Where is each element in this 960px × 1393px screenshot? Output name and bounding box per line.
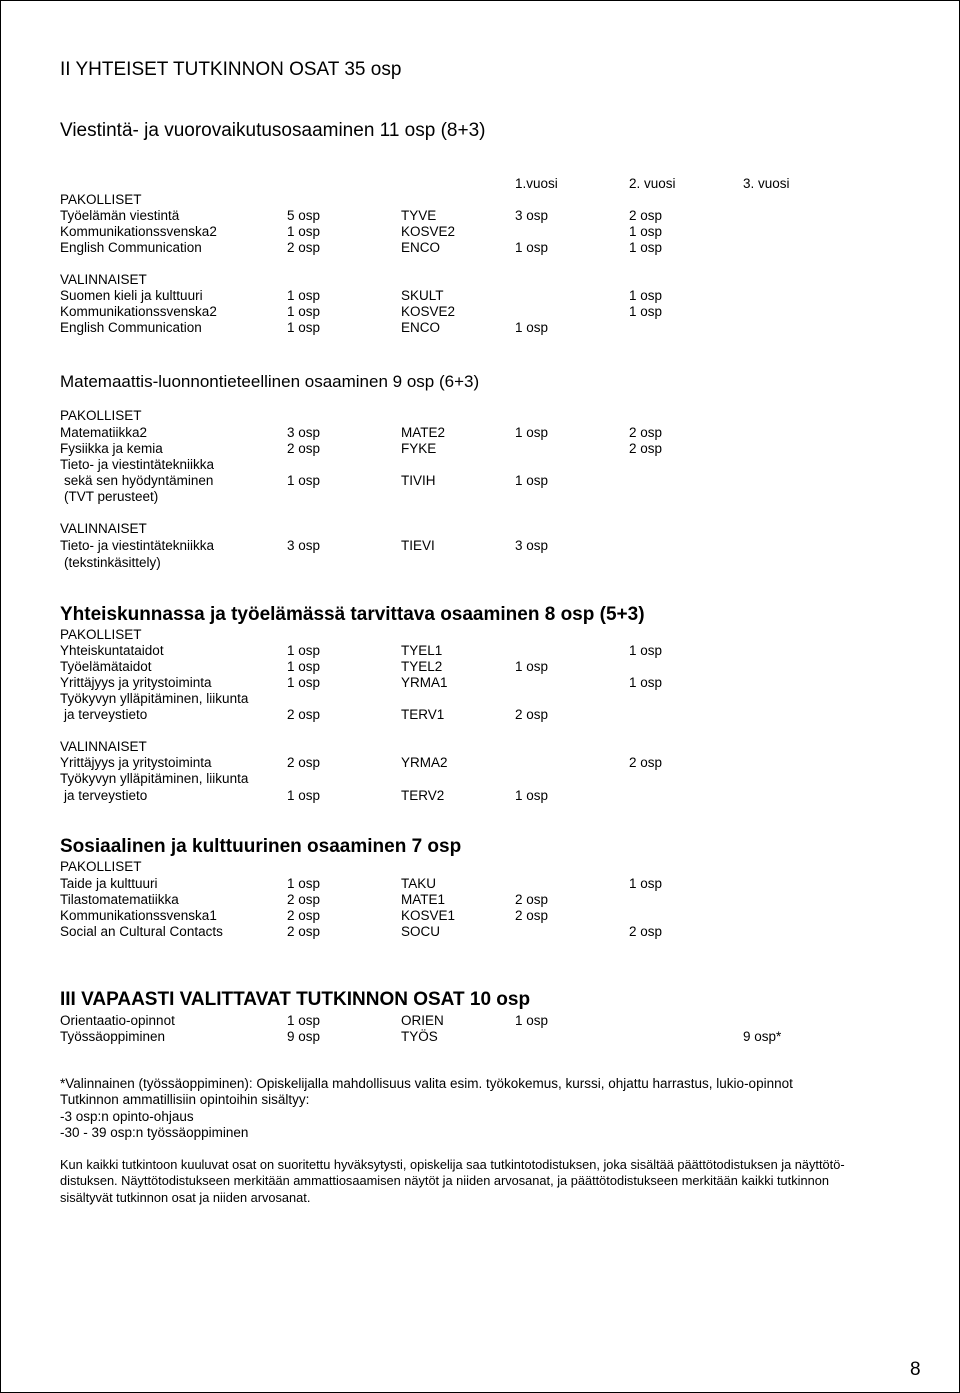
credits: 2 osp bbox=[287, 755, 321, 770]
course-code: TERV1 bbox=[401, 707, 445, 722]
course-name: (TVT perusteet) bbox=[64, 489, 159, 504]
course-code: TYEL2 bbox=[401, 659, 443, 674]
year1-credits: 2 osp bbox=[515, 892, 549, 907]
course-name: Työkyvyn ylläpitäminen, liikunta bbox=[60, 771, 249, 786]
group-label: PAKOLLISET bbox=[60, 627, 142, 642]
year2-credits: 1 osp bbox=[629, 224, 663, 239]
course-name: Kommunikationssvenska2 bbox=[60, 304, 217, 319]
course-code: TAKU bbox=[401, 876, 437, 891]
course-name: Yrittäjyys ja yritystoiminta bbox=[60, 675, 212, 690]
credits: 1 osp bbox=[287, 643, 321, 658]
group-label: VALINNAISET bbox=[60, 521, 147, 536]
course-name: Social an Cultural Contacts bbox=[60, 924, 223, 939]
course-name: ja terveystieto bbox=[64, 788, 148, 803]
credits: 2 osp bbox=[287, 240, 321, 255]
group-label: VALINNAISET bbox=[60, 272, 147, 287]
year2-credits: 2 osp bbox=[629, 441, 663, 456]
credits: 1 osp bbox=[287, 675, 321, 690]
footnote-line: *Valinnainen (työssäoppiminen): Opiskelijalla mahdollisuus valita esim. työkokemus, kurssi, ohjattu harrastus, lukio-opinnot bbox=[60, 1076, 793, 1091]
year2-credits: 1 osp bbox=[629, 240, 663, 255]
course-name: Työelämätaidot bbox=[60, 659, 152, 674]
year2-credits: 1 osp bbox=[629, 288, 663, 303]
credits: 1 osp bbox=[287, 876, 321, 891]
section-heading: Sosiaalinen ja kulttuurinen osaaminen 7 osp bbox=[60, 836, 462, 857]
year1-credits: 1 osp bbox=[515, 1013, 549, 1028]
course-name: English Communication bbox=[60, 320, 202, 335]
course-name: sekä sen hyödyntäminen bbox=[64, 473, 214, 488]
course-code: TERV2 bbox=[401, 788, 445, 803]
footnote-line: -3 osp:n opinto-ohjaus bbox=[60, 1109, 194, 1124]
course-code: SOCU bbox=[401, 924, 441, 939]
course-code: SKULT bbox=[401, 288, 444, 303]
credits: 1 osp bbox=[287, 1013, 321, 1028]
course-code: YRMA2 bbox=[401, 755, 448, 770]
year1-credits: 2 osp bbox=[515, 707, 549, 722]
course-name: English Communication bbox=[60, 240, 202, 255]
credits: 2 osp bbox=[287, 908, 321, 923]
course-code: ENCO bbox=[401, 240, 441, 255]
year2-credits: 1 osp bbox=[629, 643, 663, 658]
year1-credits: 3 osp bbox=[515, 538, 549, 553]
credits: 1 osp bbox=[287, 288, 321, 303]
page-title: II YHTEISET TUTKINNON OSAT 35 osp bbox=[60, 59, 402, 80]
year1-credits: 1 osp bbox=[515, 240, 549, 255]
course-name: Taide ja kulttuuri bbox=[60, 876, 158, 891]
section-heading: Yhteiskunnassa ja työelämässä tarvittava osaaminen 8 osp (5+3) bbox=[60, 604, 645, 625]
section-heading: III VAPAASTI VALITTAVAT TUTKINNON OSAT 10 osp bbox=[60, 989, 531, 1010]
course-name: Työkyvyn ylläpitäminen, liikunta bbox=[60, 691, 249, 706]
year1-credits: 1 osp bbox=[515, 788, 549, 803]
credits: 1 osp bbox=[287, 473, 321, 488]
course-name: Kommunikationssvenska2 bbox=[60, 224, 217, 239]
course-code: KOSVE1 bbox=[401, 908, 456, 923]
course-code: KOSVE2 bbox=[401, 304, 456, 319]
course-name: Fysiikka ja kemia bbox=[60, 441, 163, 456]
credits: 5 osp bbox=[287, 208, 321, 223]
year2-credits: 2 osp bbox=[629, 208, 663, 223]
credits: 1 osp bbox=[287, 659, 321, 674]
year-header-2: 2. vuosi bbox=[629, 176, 676, 191]
credits: 1 osp bbox=[287, 320, 321, 335]
course-code: TYVE bbox=[401, 208, 437, 223]
section-heading: Matemaattis-luonnontieteellinen osaaminen 9 osp (6+3) bbox=[60, 372, 480, 391]
course-code: KOSVE2 bbox=[401, 224, 456, 239]
year3-credits: 9 osp* bbox=[743, 1029, 782, 1044]
course-code: FYKE bbox=[401, 441, 437, 456]
course-name: Työelämän viestintä bbox=[60, 208, 180, 223]
year1-credits: 1 osp bbox=[515, 320, 549, 335]
course-code: ORIEN bbox=[401, 1013, 444, 1028]
year1-credits: 1 osp bbox=[515, 473, 549, 488]
credits: 1 osp bbox=[287, 788, 321, 803]
course-name: Työssäoppiminen bbox=[60, 1029, 166, 1044]
course-code: TYÖS bbox=[401, 1029, 438, 1044]
course-name: Kommunikationssvenska1 bbox=[60, 908, 217, 923]
year-header-1: 1.vuosi bbox=[515, 176, 558, 191]
course-name: Tilastomatematiikka bbox=[60, 892, 179, 907]
credits: 3 osp bbox=[287, 538, 321, 553]
credits: 9 osp bbox=[287, 1029, 321, 1044]
course-code: MATE2 bbox=[401, 425, 446, 440]
year2-credits: 1 osp bbox=[629, 675, 663, 690]
year2-credits: 1 osp bbox=[629, 304, 663, 319]
course-name: Suomen kieli ja kulttuuri bbox=[60, 288, 203, 303]
credits: 2 osp bbox=[287, 892, 321, 907]
course-name: Yhteiskuntataidot bbox=[60, 643, 164, 658]
credits: 3 osp bbox=[287, 425, 321, 440]
course-name: Tieto- ja viestintätekniikka bbox=[60, 538, 215, 553]
group-label: VALINNAISET bbox=[60, 739, 147, 754]
year2-credits: 1 osp bbox=[629, 876, 663, 891]
course-code: MATE1 bbox=[401, 892, 446, 907]
credits: 1 osp bbox=[287, 224, 321, 239]
year2-credits: 2 osp bbox=[629, 425, 663, 440]
section-heading: Viestintä- ja vuorovaikutusosaaminen 11 osp (8+3) bbox=[60, 120, 486, 141]
course-code: ENCO bbox=[401, 320, 441, 335]
year1-credits: 1 osp bbox=[515, 659, 549, 674]
closing-line: sisältyvät tutkinnon osat ja niiden arvosanat. bbox=[60, 1190, 311, 1205]
year1-credits: 3 osp bbox=[515, 208, 549, 223]
group-label: PAKOLLISET bbox=[60, 408, 142, 423]
closing-line: distuksen. Näyttötodistukseen merkitään ammattiosaamisen näytöt ja niiden arvosanat, ja päättötodistukseen merkitään kaikki tutkinnon bbox=[60, 1173, 829, 1188]
group-label: PAKOLLISET bbox=[60, 859, 142, 874]
course-name: (tekstinkäsittely) bbox=[64, 555, 161, 570]
year2-credits: 2 osp bbox=[629, 924, 663, 939]
course-name: Matematiikka2 bbox=[60, 425, 148, 440]
course-code: TIEVI bbox=[401, 538, 435, 553]
group-label: PAKOLLISET bbox=[60, 192, 142, 207]
footnote-line: Tutkinnon ammatillisiin opintoihin sisältyy: bbox=[60, 1092, 310, 1107]
course-name: ja terveystieto bbox=[64, 707, 148, 722]
course-name: Yrittäjyys ja yritystoiminta bbox=[60, 755, 212, 770]
page-number: 8 bbox=[910, 1359, 921, 1380]
course-name: Orientaatio-opinnot bbox=[60, 1013, 175, 1028]
year1-credits: 1 osp bbox=[515, 425, 549, 440]
closing-line: Kun kaikki tutkintoon kuuluvat osat on suoritettu hyväksytysti, opiskelija saa tutkintotodistuksen, joka sisältää päättötodistuksen ja näyttötö- bbox=[60, 1157, 845, 1172]
course-code: TYEL1 bbox=[401, 643, 443, 658]
credits: 2 osp bbox=[287, 441, 321, 456]
credits: 1 osp bbox=[287, 304, 321, 319]
course-name: Tieto- ja viestintätekniikka bbox=[60, 457, 215, 472]
credits: 2 osp bbox=[287, 924, 321, 939]
year2-credits: 2 osp bbox=[629, 755, 663, 770]
footnote-line: -30 - 39 osp:n työssäoppiminen bbox=[60, 1125, 249, 1140]
year1-credits: 2 osp bbox=[515, 908, 549, 923]
course-code: TIVIH bbox=[401, 473, 436, 488]
credits: 2 osp bbox=[287, 707, 321, 722]
course-code: YRMA1 bbox=[401, 675, 448, 690]
year-header-3: 3. vuosi bbox=[743, 176, 790, 191]
